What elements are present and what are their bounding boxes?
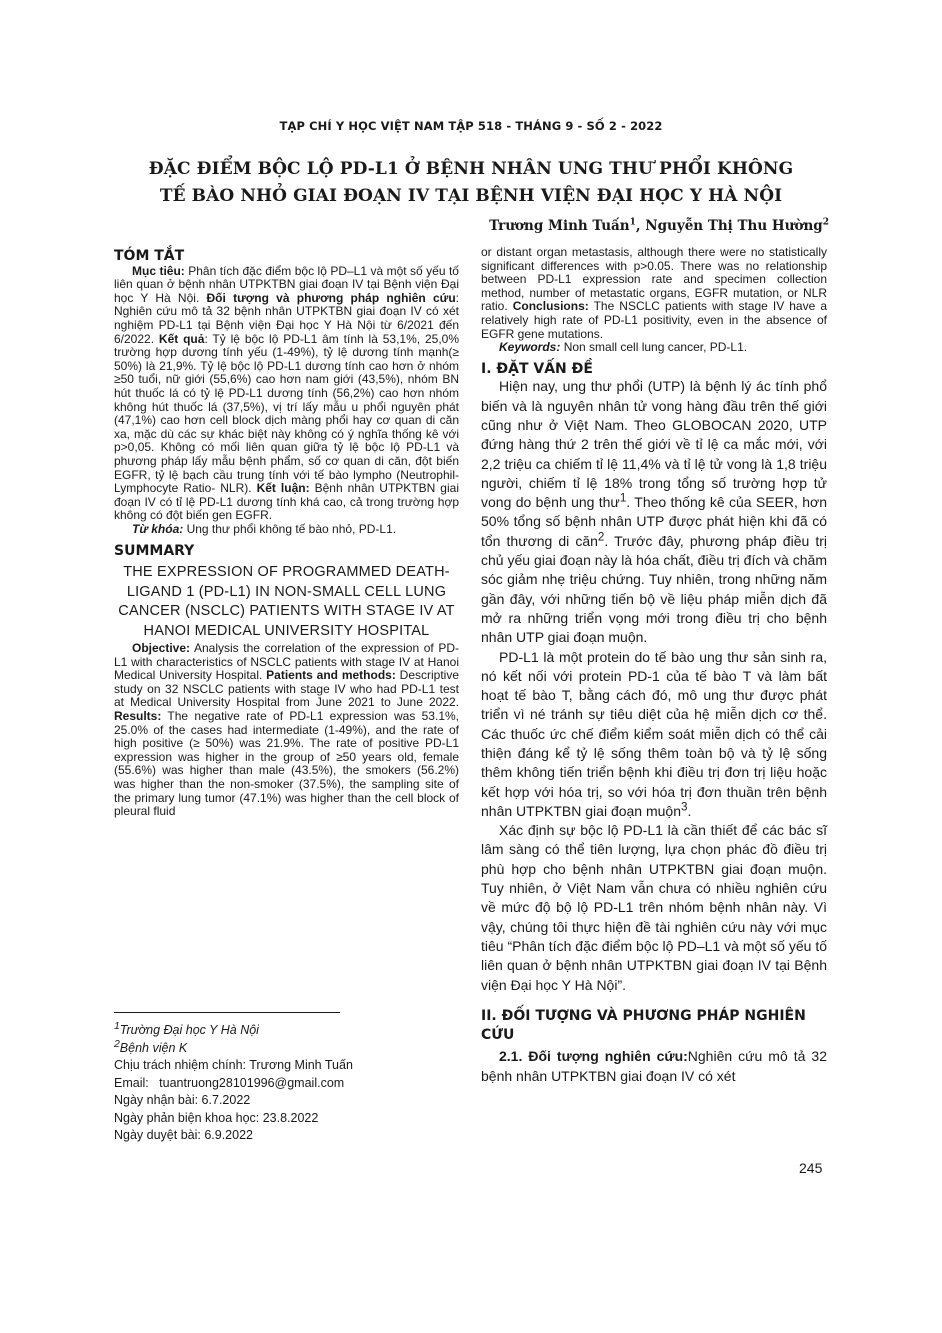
- email-address[interactable]: tuantruong28101996@gmail.com: [159, 1075, 345, 1090]
- objective-en-label: Objective:: [132, 641, 191, 656]
- author-2-affiliation: 2: [822, 217, 829, 228]
- objective-vi-label: Mục tiêu:: [132, 263, 185, 278]
- article-title: [60, 156, 882, 210]
- affiliation-2-marker: 2: [114, 1038, 120, 1050]
- author-separator: ,: [635, 218, 646, 234]
- summary-heading: SUMMARY: [114, 543, 195, 560]
- affiliation-1: [114, 1022, 459, 1040]
- journal-header: TẠP CHÍ Y HỌC VIỆT NAM TẬP 518 - THÁNG 9 - SỐ 2 - 2022: [279, 119, 663, 133]
- title-line-1: ĐẶC ĐIỂM BỘC LỘ PD-L1 Ở BỆNH NHÂN UNG THƯ PHỔI KHÔNG: [148, 159, 794, 179]
- intro-p1-text-a: Hiện nay, ung thư phổi (UTP) là bệnh lý ác tính phổ biến và là nguyên nhân tử vong hàng đầu trên thế giới cũng như ở Việt Nam. Theo GLOBOCAN 2020, UTP đứng hàng thứ 2 trên thế giới về tỉ lệ ca mắc mới, với 2,2 triệu ca chiếm tỉ lệ 11,4% và tỉ lệ tử vong là 1,8 triệu người, chiếm tỉ lệ 18% trong tổng số trường hợp tử vong do bệnh ung thư: [481, 378, 827, 511]
- citation-1: 1: [619, 491, 627, 505]
- methods-en-text: Descriptive study on 32 NSCLC patients with stage IV who had PD-L1 test at Medical University Hospital from June 2021 to June 2022.: [114, 668, 459, 710]
- affiliation-2: [114, 1040, 459, 1058]
- title-line-2: TẾ BÀO NHỎ GIAI ĐOẠN IV TẠI BỆNH VIỆN ĐẠI HỌC Y HÀ NỘI: [159, 186, 783, 206]
- section-2-heading: II. ĐỐI TƯỢNG VÀ PHƯƠNG PHÁP NGHIÊN CỨU: [481, 1007, 806, 1044]
- intro-p2-text-a: PD-L1 là một protein do tế bào ung thư sản sinh ra, nó kết nối với protein PD-1 của tế bào T và làm bất hoạt tế bào T, bằng cách đó, mô ung thư được phát triển vì né tránh sự tiêu diệt của hệ miễn dịch cơ thể. Các thuốc ức chế điểm kiểm soát miễn dịch có thể cải thiện đáng kể tỷ lệ sống thêm toàn bộ và tỷ lệ sống thêm không tiến triển bệnh khi điều trị đơn trị liệu hoặc kết hợp với hóa trị, so với hóa trị đơn thuần trên bệnh nhân UTPKTBN giai đoạn muộn: [481, 648, 827, 819]
- results-vi-label: Kết quả: [158, 331, 205, 346]
- summary-paragraph-left: [114, 642, 459, 819]
- results-en-text-left: The negative rate of PD-L1 expression was 53.1%, 25.0% of the cases had intermediate (1-49%), and the rate of high positive (≥ 50%) was 21.9%. The rate of positive PD-L1 expression was higher in the group of ≥50 years old, female (55.6%) was higher than male (43.5%), the smokers (56.2%) was higher than the non-smoker (37.5%), the sampling site of the primary lung tumor (47.1%) was higher than the cell block of pleural fluid: [114, 709, 459, 819]
- corresponding-author: Chịu trách nhiệm chính: Trương Minh Tuấn: [114, 1058, 353, 1072]
- footnotes: [114, 1022, 459, 1145]
- author-1: Trương Minh Tuấn: [489, 218, 630, 234]
- keywords-en-text: Non small cell lung cancer, PD-L1.: [560, 340, 748, 355]
- summary-paragraph-right: [481, 246, 827, 341]
- page-number: 245: [799, 1160, 823, 1176]
- keywords-en: [481, 341, 827, 355]
- objective-en-text: Analysis the correlation of the expression of PD-L1 with characteristics of NSCLC patients with stage IV at Hanoi Medical University Hospital.: [114, 641, 459, 683]
- intro-paragraph-2: [481, 648, 827, 822]
- author-2: Nguyễn Thị Thu Hường: [645, 218, 823, 234]
- keywords-vi-text: Ung thư phổi không tế bào nhỏ, PD-L1.: [183, 521, 397, 536]
- results-en-label: Results:: [114, 709, 162, 724]
- right-column: [481, 246, 827, 1086]
- conclusion-vi-label: Kết luận:: [256, 481, 310, 496]
- abstract-vi-paragraph: [114, 265, 459, 523]
- left-column: [114, 246, 459, 819]
- email-label: Email:: [114, 1075, 149, 1090]
- email-line: [114, 1075, 459, 1093]
- objective-vi-text: Phân tích đặc điểm bộc lộ PD–L1 và một số yếu tố liên quan ở bệnh nhân UTPKTBN giai đoạn IV tại Bệnh viện Đại học Y Hà Nội.: [114, 263, 459, 305]
- citation-2: 2: [597, 530, 605, 544]
- subsection-2-1: [481, 1047, 827, 1086]
- affiliation-2-text: Bệnh viện K: [119, 1040, 188, 1055]
- section-1-body: [481, 377, 827, 1086]
- intro-p1-text-b: . Theo thống kê của SEER, hơn 50% tổng số bệnh nhân UTP được phát hiện khi đã có tổn thương di căn: [481, 494, 827, 549]
- date-accepted: Ngày duyệt bài: 6.9.2022: [114, 1128, 253, 1142]
- results-vi-text: : Tỷ lệ bộc lộ PD-L1 âm tính là 53,1%, 25,0% trường hợp dương tính yếu (1-49%), tỷ lệ dương tính mạnh(≥ 50%) là 21,9%. Tỷ lệ bộc lộ PD-L1 dương tính cao hơn ở nhóm ≥50 tuổi, nữ giới (55,6%) cao hơn nam giới (43,5%), nhóm BN hút thuốc lá có tỷ lệ PD-L1 dương tính (56,2%) cao hơn nhóm không hút thuốc lá (37,5%), vị trí lấy mẫu u phổi nguyên phát (47,1%) cao hơn cell block dịch màng phổi hay cơ quan di căn xa, mặc dù các sự khác biệt này không có ý nghĩa thống kê với p>0,05. Không có mối liên quan giữa tỷ lệ bộc lộ PD-L1 và phương pháp lấy mẫu bệnh phẩm, số cơ quan di căn, đột biến EGFR, tỷ lệ bạch cầu trung tính với tế bào lympho (Neutrophil-Lymphocyte Ratio- NLR).: [114, 331, 459, 496]
- author-list: [489, 218, 829, 234]
- affiliation-1-text: Trường Đại học Y Hà Nội: [119, 1023, 259, 1037]
- date-received: Ngày nhận bài: 6.7.2022: [114, 1093, 251, 1107]
- summary-title: THE EXPRESSION OF PROGRAMMED DEATH-LIGAND 1 (PD-L1) IN NON-SMALL CELL LUNG CANCER (NSCLC) PATIENTS WITH STAGE IV AT HANOI MEDICAL UNIVERSITY HOSPITAL: [118, 564, 455, 639]
- intro-paragraph-3: Xác định sự bộc lộ PD-L1 là cần thiết để các bác sĩ lâm sàng có thể tiên lượng, lựa chọn phác đồ điều trị phù hợp cho bệnh nhân UTPKTBN giai đoạn muộn. Tuy nhiên, ở Việt Nam vẫn chưa có nhiều nghiên cứu về mức độ bộ lộ PD-L1 trên nhóm bệnh nhân này. Vì vậy, chúng tôi thực hiện đề tài nghiên cứu này với mục tiêu “Phân tích đặc điểm bộc lộ PD–L1 và một số yếu tố liên quan ở bệnh nhân UTPKTBN giai đoạn IV tại Bệnh viện Đại học Y Hà Nội”.: [481, 822, 827, 993]
- keywords-vi-label: Từ khóa:: [132, 521, 184, 536]
- affiliation-1-marker: 1: [114, 1020, 120, 1032]
- subsection-2-1-text: Nghiên cứu mô tả 32 bệnh nhân UTPKTBN giai đoạn IV có xét: [481, 1048, 827, 1084]
- section-1-heading: I. ĐẶT VẤN ĐỀ: [481, 360, 593, 377]
- footnote-divider: [114, 1012, 340, 1013]
- results-en-text-right: or distant organ metastasis, although there were no statistically significant differences with p>0.05. There was no relationship between PD-L1 expression rate and specimen collection method, number of metastatic organs, EGFR mutation, or NLR ratio.: [481, 245, 827, 314]
- conclusions-en-text: The NSCLC patients with stage IV have a relatively high rate of PD-L1 positivity, even in the absence of EGFR gene mutations.: [481, 299, 827, 341]
- abstract-vi-heading: TÓM TẮT: [114, 248, 185, 264]
- conclusion-vi-text: Bệnh nhân UTPKTBN giai đoạn IV có tỉ lệ PD-L1 dương tính khá cao, cả trong trường hợp không có đột biến gen EGFR.: [114, 481, 459, 523]
- conclusions-en-label: Conclusions:: [512, 299, 589, 314]
- methods-vi-text: : Nghiên cứu mô tả 32 bệnh nhân UTPKTBN giai đoạn IV có xét nghiệm PD-L1 tại Bệnh viện Đại học Y Hà Nội từ 6/2021 đến 6/2022.: [114, 290, 459, 346]
- intro-p2-text-b: .: [687, 802, 692, 819]
- intro-paragraph-1: [481, 377, 827, 647]
- methods-en-label: Patients and methods:: [266, 668, 396, 683]
- subsection-2-1-label: 2.1. Đối tượng nghiên cứu:: [499, 1048, 688, 1065]
- citation-3: 3: [681, 800, 688, 814]
- intro-p1-text-c: . Trước đây, phương pháp điều trị chủ yếu giai đoạn này là hóa chất, điều trị đích và chăm sóc giảm nhẹ triệu chứng. Tuy nhiên, trong những năm gần đây, với những tiến bộ về liệu pháp miễn dịch đã mở ra những triển vọng mới trong điều trị cho bệnh nhân UTP giai đoạn muộn.: [481, 532, 827, 646]
- keywords-vi: [114, 523, 459, 537]
- author-1-affiliation: 1: [629, 217, 636, 228]
- keywords-en-label: Keywords:: [499, 340, 561, 355]
- methods-vi-label: Đối tượng và phương pháp nghiên cứu: [206, 290, 456, 305]
- date-reviewed: Ngày phản biện khoa học: 23.8.2022: [114, 1110, 319, 1125]
